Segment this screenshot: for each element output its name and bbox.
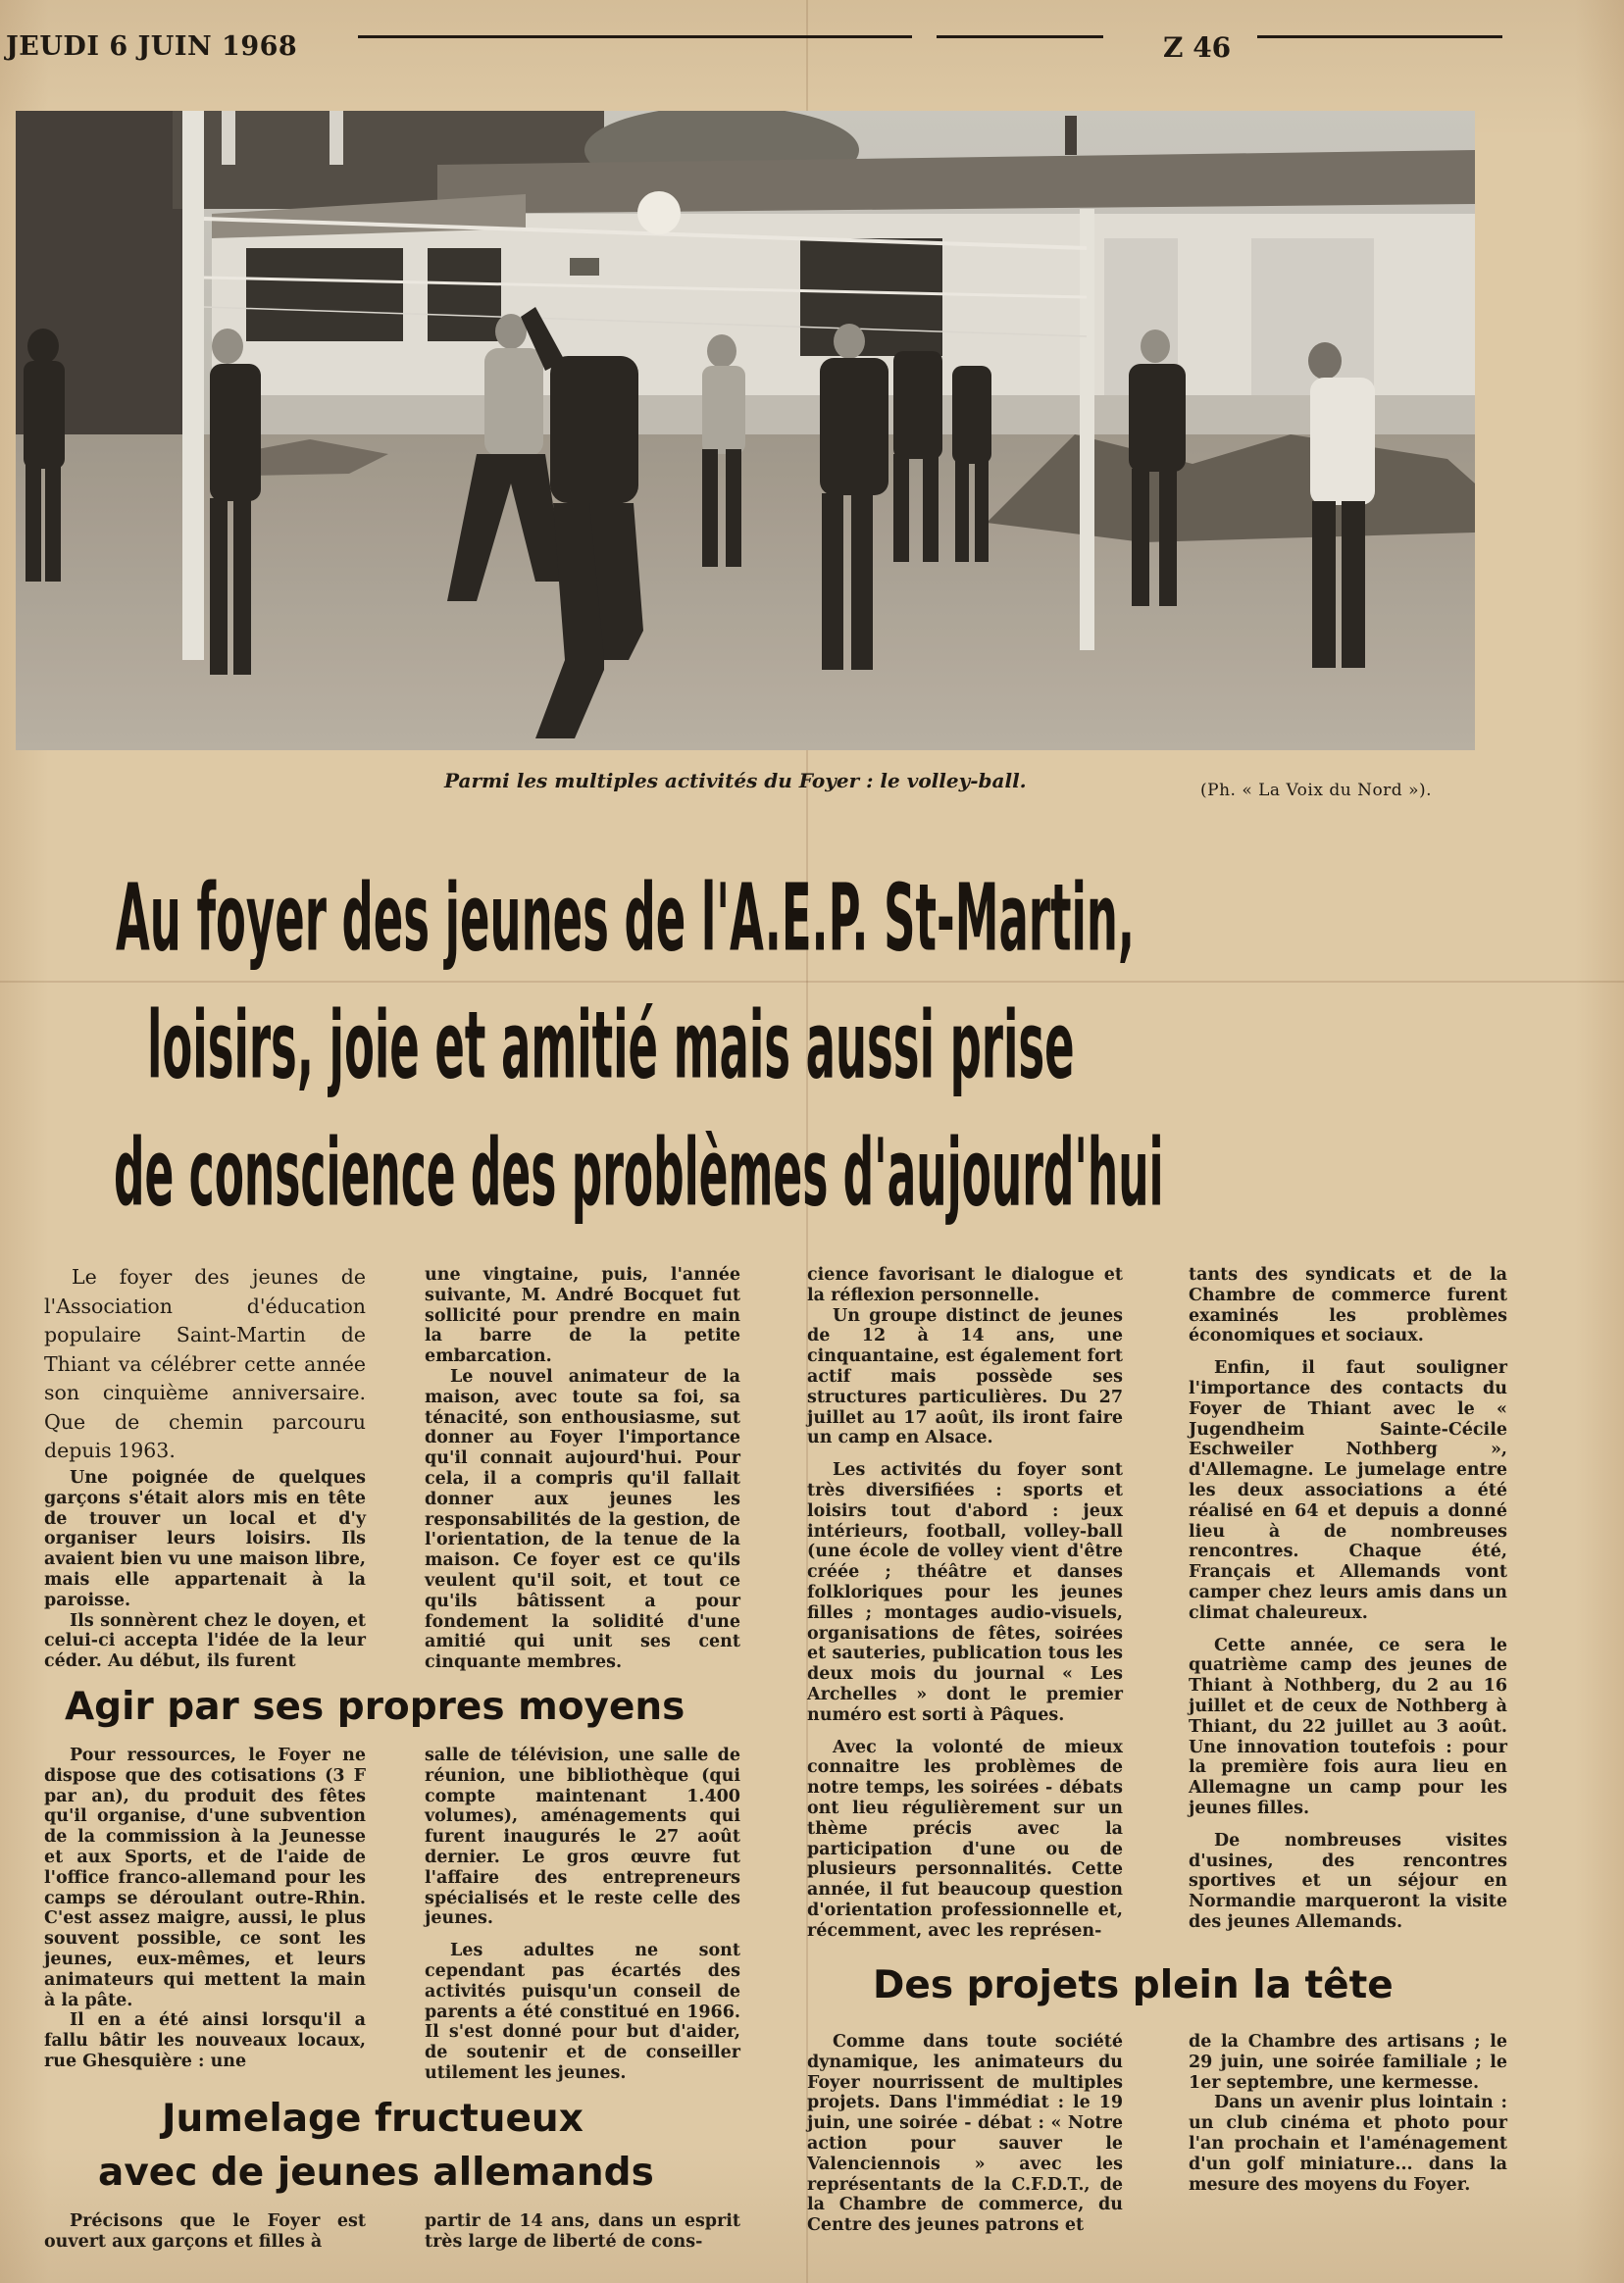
paragraph: Il en a été ainsi lorsqu'il a fallu bâtir les nouveaux locaux, rue Ghesquière : une: [44, 2010, 366, 2071]
paragraph: De nombreuses visites d'usines, des rencontres sportives et un séjour en Normandie marqueront la visite des jeunes Allemands.: [1189, 1830, 1507, 1932]
page-number: Z 46: [1163, 31, 1232, 64]
subheading-agir: Agir par ses propres moyens: [65, 1685, 685, 1729]
paragraph: Le nouvel animateur de la maison, avec toute sa foi, sa ténacité, son enthousiasme, sut donner au Foyer l'importance qu'il connait aujourd'hui. Pour cela, il a compris qu'il fallait donner aux jeunes les responsabilités de la gestion, de l'orientation, de la tenue de la maison. Ce foyer est ce qu'ils veulent qu'il soit, et tout ce qu'ils bâtissent a pour fondement la solidité d'une amitié qui unit ses cent cinquante membres.: [425, 1366, 740, 1673]
column-3: [807, 1265, 1123, 1942]
paragraph: tants des syndicats et de la Chambre de commerce furent examinés les problèmes économiques et sociaux.: [1189, 1265, 1507, 1346]
column-4: [1189, 1265, 1507, 1933]
subheading-jumelage-1: Jumelage fructueux: [162, 2097, 584, 2141]
section-2-col-2: [425, 2211, 740, 2253]
section-1-col-2: [425, 1746, 740, 2084]
header-rule: [937, 35, 1103, 38]
headline-line-2: loisirs, joie et amitié mais aussi prise: [147, 991, 1075, 1099]
paragraph: salle de télévision, une salle de réunion, une bibliothèque (qui compte maintenant 1.400 volumes), aménagements qui furent inaugurés le 27 août dernier. Le gros œuvre fut l'affaire des entrepreneurs spécialisés et le reste celle des jeunes.: [425, 1746, 740, 1929]
section-3-col-4: [1189, 2032, 1507, 2195]
column-1-intro: [44, 1468, 366, 1672]
headline-line-1: Au foyer des jeunes de l'A.E.P. St-Martin,: [116, 864, 1135, 972]
article-lead: [44, 1263, 366, 1466]
photo-caption: Parmi les multiples activités du Foyer : le volley-ball.: [444, 769, 1027, 792]
paragraph: Ils sonnèrent chez le doyen, et celui-ci accepta l'idée de la leur céder. Au début, ils furent: [44, 1610, 366, 1672]
column-2-intro: [425, 1265, 740, 1673]
volleyball-scene-image: [16, 111, 1475, 750]
paragraph: Avec la volonté de mieux connaitre les problèmes de notre temps, les soirées - débats ont lieu régulièrement sur un thème précis avec la participation d'une ou de plusieurs personnalités. Cette année, il fut beaucoup question d'orientation professionnelle et, récemment, avec les représen-: [807, 1737, 1123, 1941]
section-2-col-1: [44, 2211, 366, 2253]
paragraph: partir de 14 ans, dans un esprit très large de liberté de cons-: [425, 2211, 740, 2252]
section-1-col-1: [44, 1746, 366, 2072]
subheading-projets: Des projets plein la tête: [873, 1963, 1394, 2007]
paragraph: une vingtaine, puis, l'année suivante, M. André Bocquet fut sollicité pour prendre en main la barre de la petite embarcation.: [425, 1265, 740, 1367]
paragraph: Enfin, il faut souligner l'importance des contacts du Foyer de Thiant avec le « Jugendheim Sainte-Cécile Eschweiler Nothberg », d'Allemagne. Le jumelage entre les deux associations a été réalisé en 64 et depuis a donné lieu à de nombreuses rencontres. Chaque été, Français et Allemands vont camper chez leurs amis dans un climat chaleureux.: [1189, 1358, 1507, 1623]
article-headline: [0, 843, 1624, 1255]
paragraph: Une poignée de quelques garçons s'était alors mis en tête de trouver un local et d'y organiser leurs loisirs. Ils avaient bien vu une maison libre, mais elle appartenait à la paroisse.: [44, 1468, 366, 1610]
subheading-jumelage-2: avec de jeunes allemands: [98, 2151, 654, 2195]
paragraph: Cette année, ce sera le quatrième camp des jeunes de Thiant à Nothberg, du 2 au 16 juillet et de ceux de Nothberg à Thiant, du 22 juillet au 3 août. Une innovation toutefois : pour la première fois aura lieu en Allemagne un camp pour les jeunes filles.: [1189, 1635, 1507, 1818]
paragraph: cience favorisant le dialogue et la réflexion personnelle.: [807, 1265, 1123, 1305]
paragraph: Comme dans toute société dynamique, les animateurs du Foyer nourrissent de multiples projets. Dans l'immédiat : le 19 juin, une soirée - débat : « Notre action pour sauver le Valenciennois » avec les représentants de la C.F.D.T., de la Chambre de commerce, du Centre des jeunes patrons et: [807, 2032, 1123, 2236]
volleyball-photo: [16, 111, 1475, 750]
issue-date: JEUDI 6 JUIN 1968: [6, 31, 298, 62]
lead-paragraph: Le foyer des jeunes de l'Association d'éducation populaire Saint-Martin de Thiant va célébrer cette année son cinquième anniversaire. Que de chemin parcouru depuis 1963.: [44, 1265, 366, 1462]
paragraph: Un groupe distinct de jeunes de 12 à 14 ans, une cinquantaine, est également fort actif mais possède ses structures particulières. Du 27 juillet au 17 août, ils iront faire un camp en Alsace.: [807, 1305, 1123, 1448]
paragraph: Dans un avenir plus lointain : un club cinéma et photo pour l'an prochain et l'aménagement d'un golf miniature... dans la mesure des moyens du Foyer.: [1189, 2093, 1507, 2195]
paragraph: Pour ressources, le Foyer ne dispose que des cotisations (3 F par an), du produit des fêtes qu'il organise, d'une subvention de la commission à la Jeunesse et aux Sports, et de l'aide de l'office franco-allemand pour les camps se déroulant outre-Rhin. C'est assez maigre, aussi, le plus souvent possible, ce sont les jeunes, eux-mêmes, et leurs animateurs qui mettent la main à la pâte.: [44, 1746, 366, 2010]
page-header: [0, 22, 1624, 80]
paragraph: Précisons que le Foyer est ouvert aux garçons et filles à: [44, 2211, 366, 2252]
section-3-col-3: [807, 2032, 1123, 2236]
header-rule: [358, 35, 912, 38]
paragraph: de la Chambre des artisans ; le 29 juin, une soirée familiale ; le 1er septembre, une kermesse.: [1189, 2032, 1507, 2093]
photo-credit: (Ph. « La Voix du Nord »).: [1200, 781, 1433, 800]
paragraph: Les adultes ne sont cependant pas écartés des activités puisqu'un conseil de parents a été constitué en 1966. Il s'est donné pour but d'aider, de soutenir et de conseiller utilement les jeunes.: [425, 1941, 740, 2083]
header-rule: [1257, 35, 1502, 38]
paragraph: Les activités du foyer sont très diversifiées : sports et loisirs tout d'abord : jeux intérieurs, football, volley-ball (une école de volley vient d'être créée ; théâtre et danses folkloriques pour les jeunes filles ; montages audio-visuels, organisations de fêtes, soirées et sauteries, publication tous les deux mois du journal « Les Archelles » dont le premier numéro est sorti à Pâques.: [807, 1460, 1123, 1725]
headline-line-3: de conscience des problèmes d'aujourd'hui: [114, 1119, 1164, 1227]
